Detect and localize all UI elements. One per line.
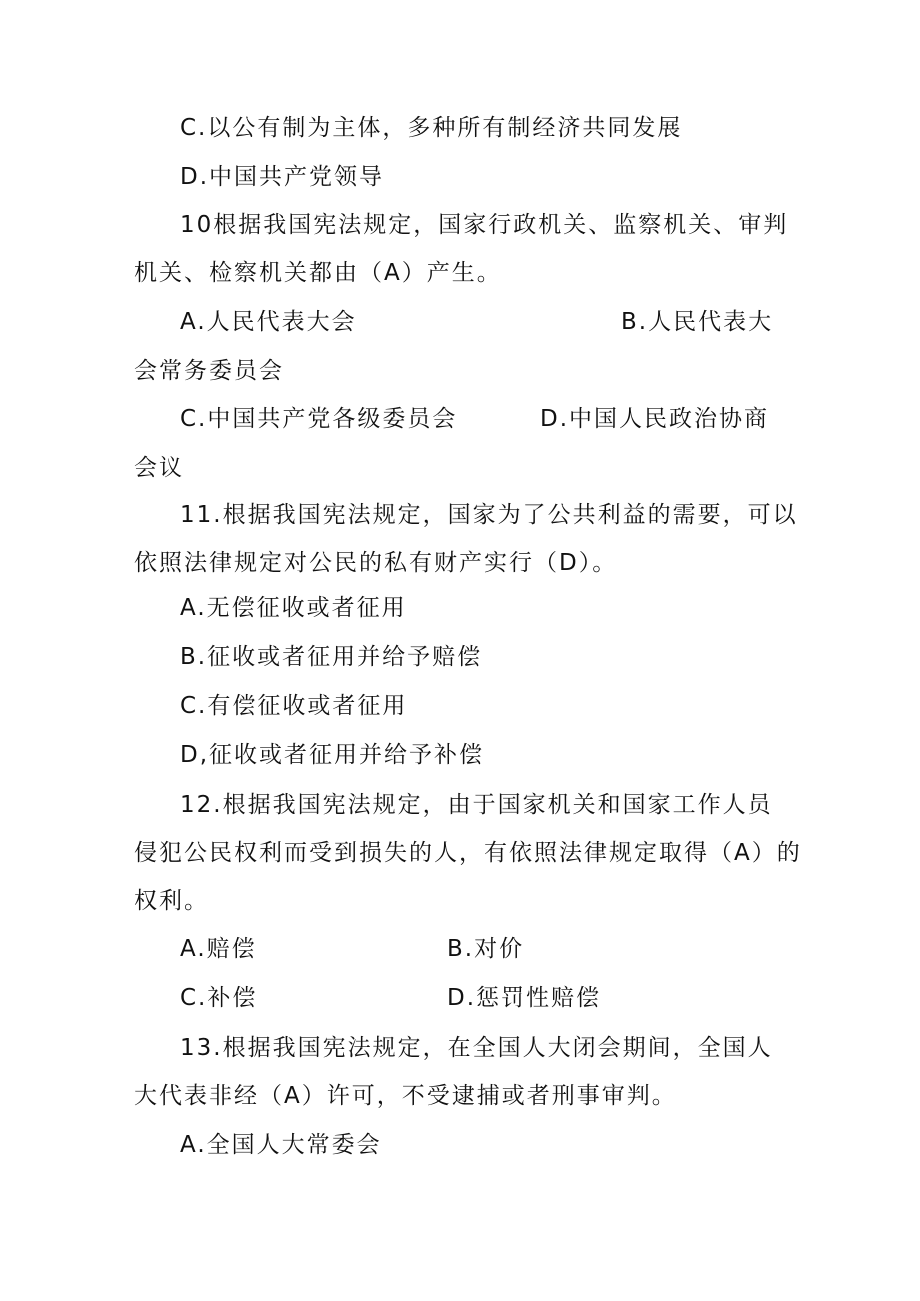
q9-option-c: C.以公有制为主体，多种所有制经济共同发展: [180, 115, 683, 141]
q10-stem-line2: 机关、检察机关都由（A）产生。: [134, 260, 502, 286]
q13-option-a: A.全国人大常委会: [180, 1132, 382, 1158]
q12-option-b: B.对价: [447, 936, 525, 962]
q12-option-c: C.补偿: [180, 985, 258, 1011]
q9-option-d: D.中国共产党领导: [180, 164, 385, 190]
q10-option-d-line2: 会议: [134, 455, 184, 481]
q12-stem-line1: 12.根据我国宪法规定，由于国家机关和国家工作人员: [180, 792, 773, 818]
q12-stem-line2: 侵犯公民权利而受到损失的人，有依照法律规定取得（A）的: [134, 840, 802, 866]
q10-option-c: C.中国共产党各级委员会: [180, 406, 458, 432]
q11-option-a: A.无偿征收或者征用: [180, 595, 407, 621]
q11-option-c: C.有偿征收或者征用: [180, 693, 408, 719]
q10-option-a: A.人民代表大会: [180, 309, 357, 335]
q11-option-d: D,征收或者征用并给予补偿: [180, 742, 485, 768]
q11-option-b: B.征收或者征用并给予赔偿: [180, 644, 483, 670]
q10-option-b-line2: 会常务委员会: [134, 358, 284, 384]
q12-option-d: D.惩罚性赔偿: [447, 985, 602, 1011]
q11-stem-line1: 11.根据我国宪法规定，国家为了公共利益的需要，可以: [180, 502, 798, 528]
q13-stem-line1: 13.根据我国宪法规定，在全国人大闭会期间，全国人: [180, 1035, 773, 1061]
q12-option-a: A.赔偿: [180, 936, 257, 962]
q13-stem-line2: 大代表非经（A）许可，不受逮捕或者刑事审判。: [134, 1083, 677, 1109]
q10-option-b-line1: B.人民代表大: [621, 309, 774, 335]
q12-stem-line3: 权利。: [134, 888, 209, 914]
q10-option-d-line1: D.中国人民政治协商: [540, 406, 770, 432]
q11-stem-line2: 依照法律规定对公民的私有财产实行（D）。: [134, 550, 618, 576]
q10-stem-line1: 10根据我国宪法规定，国家行政机关、监察机关、审判: [180, 212, 789, 238]
